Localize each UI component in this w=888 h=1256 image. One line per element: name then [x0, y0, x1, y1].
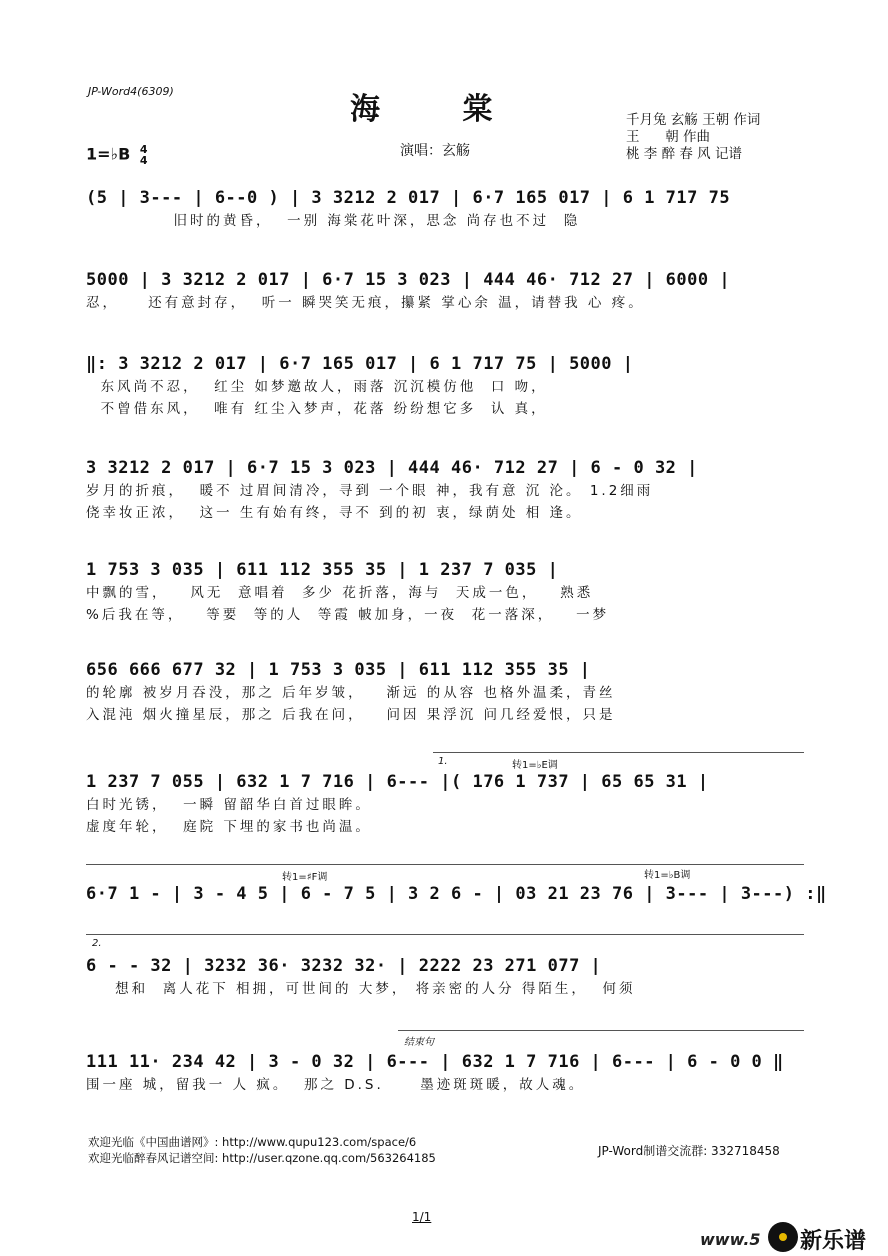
notes-line: 656 666 677 32 | 1 753 3 035 | 611 112 355 35 | [86, 660, 591, 680]
lyrics-line: 中飘的雪， 风无 意唱着 多少 花折落，海与 天成一色， 熟悉 [86, 585, 594, 601]
score-system-2 [86, 268, 804, 314]
watermark-url: www.5 [700, 1230, 761, 1249]
volta-1-bracket [433, 752, 804, 753]
notes-line: 6·7 1 - | 3 - 4 5 | 6 - 7 5 | 3 2 6 - | 03 21 23 76 | 3--- | 3---) :‖ [86, 884, 827, 904]
time-signature [140, 144, 148, 166]
time-sig-bottom: 4 [139, 154, 148, 167]
qq-group: JP-Word制谱交流群: 332718458 [598, 1144, 780, 1158]
score-system-3 [86, 352, 804, 420]
volta-2-bracket [86, 934, 804, 935]
credit-composer: 王 朝 作曲 [626, 129, 711, 145]
lyrics-line: 虚度年轮， 庭院 下埋的家书也尚温。 [86, 819, 372, 835]
credits [626, 112, 760, 163]
lyrics-line: 的轮廓 被岁月吞没，那之 后年岁皱， 渐远 的从容 也格外温柔，青丝 [86, 685, 616, 701]
key-signature [86, 144, 148, 166]
notes-line: 111 11· 234 42 | 3 - 0 32 | 6--- | 632 1 7 716 | 6--- | 6 - 0 0 ‖ [86, 1052, 784, 1072]
footer-line: 欢迎光临醉春风记谱空间: http://user.qzone.qq.com/563264185 [88, 1151, 436, 1165]
lyrics-line: 白时光锈， 一瞬 留韶华白首过眼眸。 [86, 797, 372, 813]
modulation-eb: 转1=♭E调 [512, 760, 558, 771]
score-system-7 [86, 770, 804, 838]
footer-line: 欢迎光临《中国曲谱网》: http://www.qupu123.com/space/6 [88, 1135, 417, 1149]
lyrics-line: 不曾借东风， 唯有 红尘入梦声，花落 纷纷想它多 认 真， [86, 401, 548, 417]
time-sig-top: 4 [139, 143, 148, 156]
disc-icon [768, 1222, 798, 1252]
notes-line: 1 237 7 055 | 632 1 7 716 | 6--- |( 176 1 737 | 65 65 31 | [86, 772, 709, 792]
notes-line: 1 753 3 035 | 611 112 355 35 | 1 237 7 035 | [86, 560, 559, 580]
notes-line: 6 - - 32 | 3232 36· 3232 32· | 2222 23 271 077 | [86, 956, 602, 976]
volta-2-label: 2. [92, 938, 102, 949]
volta-1-label: 1. [438, 756, 448, 767]
lyrics-line: 旧时的黄昏， 一别 海棠花叶深，思念 尚存也不过 隐 [86, 213, 581, 229]
coda-bracket [398, 1030, 804, 1031]
song-title: 海 棠 [350, 92, 529, 127]
lyrics-line: 想和 离人花下 相拥，可世间的 大梦， 将亲密的人分 得陌生， 何须 [86, 981, 636, 997]
score-system-10 [86, 1050, 804, 1096]
watermark [700, 1218, 888, 1256]
notes-line: ‖: 3 3212 2 017 | 6·7 165 017 | 6 1 717 75 | 5000 | [86, 354, 634, 374]
score-system-9 [86, 954, 804, 1000]
lyrics-line: %后我在等， 等要 等的人 等霞 帔加身，一夜 花一落深， 一梦 [86, 607, 610, 623]
score-system-5 [86, 558, 804, 626]
watermark-brand: 新乐谱 [800, 1229, 867, 1254]
notes-line: 5000 | 3 3212 2 017 | 6·7 15 3 023 | 444 46· 712 27 | 6000 | [86, 270, 731, 290]
source-label: JP-Word4(6309) [88, 85, 174, 98]
lyrics-line: 入混沌 烟火撞星辰，那之 后我在问， 问因 果浮沉 问几经爱恨，只是 [86, 707, 616, 723]
bracket-line [86, 864, 804, 865]
page-number: 1/1 [412, 1210, 432, 1224]
lyrics-line: 忍， 还有意封存， 听一 瞬哭笑无痕，攥紧 掌心余 温，请替我 心 疼。 [86, 295, 645, 311]
score-system-6 [86, 658, 804, 726]
coda-label: 结束句 [404, 1037, 434, 1048]
credit-transcriber: 桃 李 醉 春 风 记谱 [626, 146, 742, 162]
score-system-1 [86, 186, 804, 232]
lyrics-line: 围一座 城，留我一 人 疯。 那之 D.S. 墨迹斑斑暖，故人魂。 [86, 1077, 586, 1093]
score-system-4 [86, 456, 804, 524]
lyrics-line: 东风尚不忍， 红尘 如梦邀故人，雨落 沉沉模仿他 口 吻， [86, 379, 548, 395]
singer: 演唱：玄觞 [400, 143, 470, 159]
lyrics-line: 侥幸妆正浓， 这一 生有始有终，寻不 到的初 衷，绿荫处 相 逢。 [86, 505, 583, 521]
notes-line: (5 | 3--- | 6--0 ) | 3 3212 2 017 | 6·7 165 017 | 6 1 717 75 [86, 188, 731, 208]
score-system-8 [86, 882, 827, 906]
modulation-fs: 转1=♯F调 [282, 872, 328, 883]
notes-line: 3 3212 2 017 | 6·7 15 3 023 | 444 46· 712 27 | 6 - 0 32 | [86, 458, 698, 478]
credit-lyricist: 千月兔 玄觞 王朝 作词 [626, 112, 761, 128]
lyrics-line: 岁月的折痕， 暖不 过眉间清冷，寻到 一个眼 神，我有意 沉 沦。 1.2细雨 [86, 483, 654, 499]
footer-links [88, 1134, 436, 1166]
modulation-bb: 转1=♭B调 [644, 870, 691, 881]
key-label: 1=♭B [86, 144, 131, 164]
